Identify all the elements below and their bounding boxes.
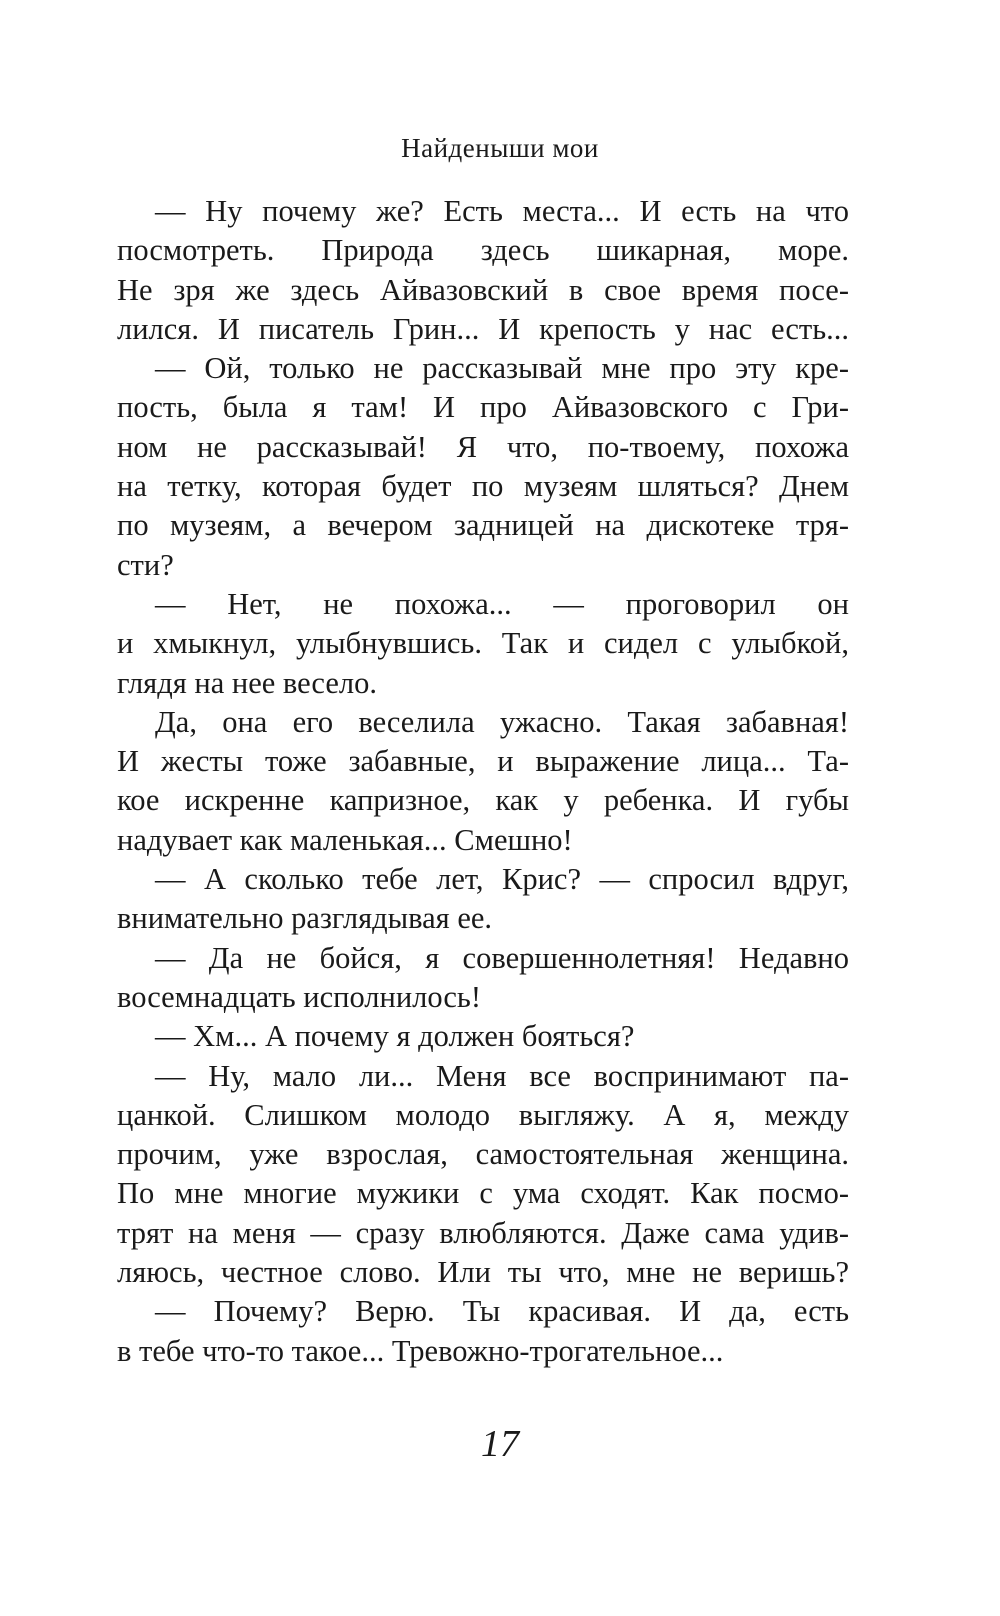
text-line: По мне многие мужики с ума сходят. Как посмо- bbox=[117, 1176, 849, 1211]
text-line: Не зря же здесь Айвазовский в свое время посе- bbox=[117, 272, 849, 307]
text-line: — Ну, мало ли... Меня все воспринимают па- bbox=[155, 1058, 849, 1093]
text-line: лился. И писатель Грин... И крепость у нас есть... bbox=[117, 311, 849, 346]
text-line: цанкой. Слишком молодо выгляжу. А я, между bbox=[117, 1097, 849, 1132]
text-line: внимательно разглядывая ее. bbox=[117, 901, 493, 936]
body-text bbox=[117, 192, 849, 1371]
text-line: ном не рассказывай! Я что, по-твоему, похожа bbox=[117, 429, 849, 464]
text-line: на тетку, которая будет по музеям шляться? Днем bbox=[117, 469, 849, 504]
text-line: в тебе что-то такое... Тревожно-трогательное... bbox=[117, 1333, 724, 1368]
text-line: восемнадцать исполнилось! bbox=[117, 979, 481, 1014]
page-number: 17 bbox=[481, 1423, 519, 1465]
text-line: посмотреть. Природа здесь шикарная, море. bbox=[117, 233, 849, 268]
text-line: трят на меня — сразу влюбляются. Даже сама удив- bbox=[117, 1215, 849, 1250]
text-line: надувает как маленькая... Смешно! bbox=[117, 822, 573, 857]
running-head: Найденыши мои bbox=[401, 133, 599, 163]
text-line: — Почему? Верю. Ты красивая. И да, есть bbox=[155, 1294, 849, 1329]
text-line: кое искренне капризное, как у ребенка. И губы bbox=[117, 783, 849, 818]
text-line: Да, она его веселила ужасно. Такая забавная! bbox=[155, 704, 849, 739]
text-line: — А сколько тебе лет, Крис? — спросил вдруг, bbox=[155, 862, 849, 897]
text-line: — Хм... А почему я должен бояться? bbox=[155, 1019, 635, 1054]
text-line: И жесты тоже забавные, и выражение лица... Та- bbox=[117, 744, 849, 779]
text-line: сти? bbox=[117, 547, 174, 582]
text-line: прочим, уже взрослая, самостоятельная женщина. bbox=[117, 1137, 849, 1172]
text-line: глядя на нее весело. bbox=[117, 665, 377, 700]
text-line: — Да не бойся, я совершеннолетняя! Недавно bbox=[155, 940, 849, 975]
text-line: — Ну почему же? Есть места... И есть на что bbox=[155, 194, 849, 228]
text-line: по музеям, а вечером задницей на дискотеке тря- bbox=[117, 508, 849, 543]
text-line: — Ой, только не рассказывай мне про эту кре- bbox=[155, 351, 849, 386]
text-line: пость, была я там! И про Айвазовского с Гри- bbox=[117, 390, 849, 425]
text-line: и хмыкнул, улыбнувшись. Так и сидел с улыбкой, bbox=[117, 626, 849, 661]
text-line: ляюсь, честное слово. Или ты что, мне не веришь? bbox=[117, 1255, 849, 1290]
text-line: — Нет, не похожа... — проговорил он bbox=[155, 586, 849, 621]
